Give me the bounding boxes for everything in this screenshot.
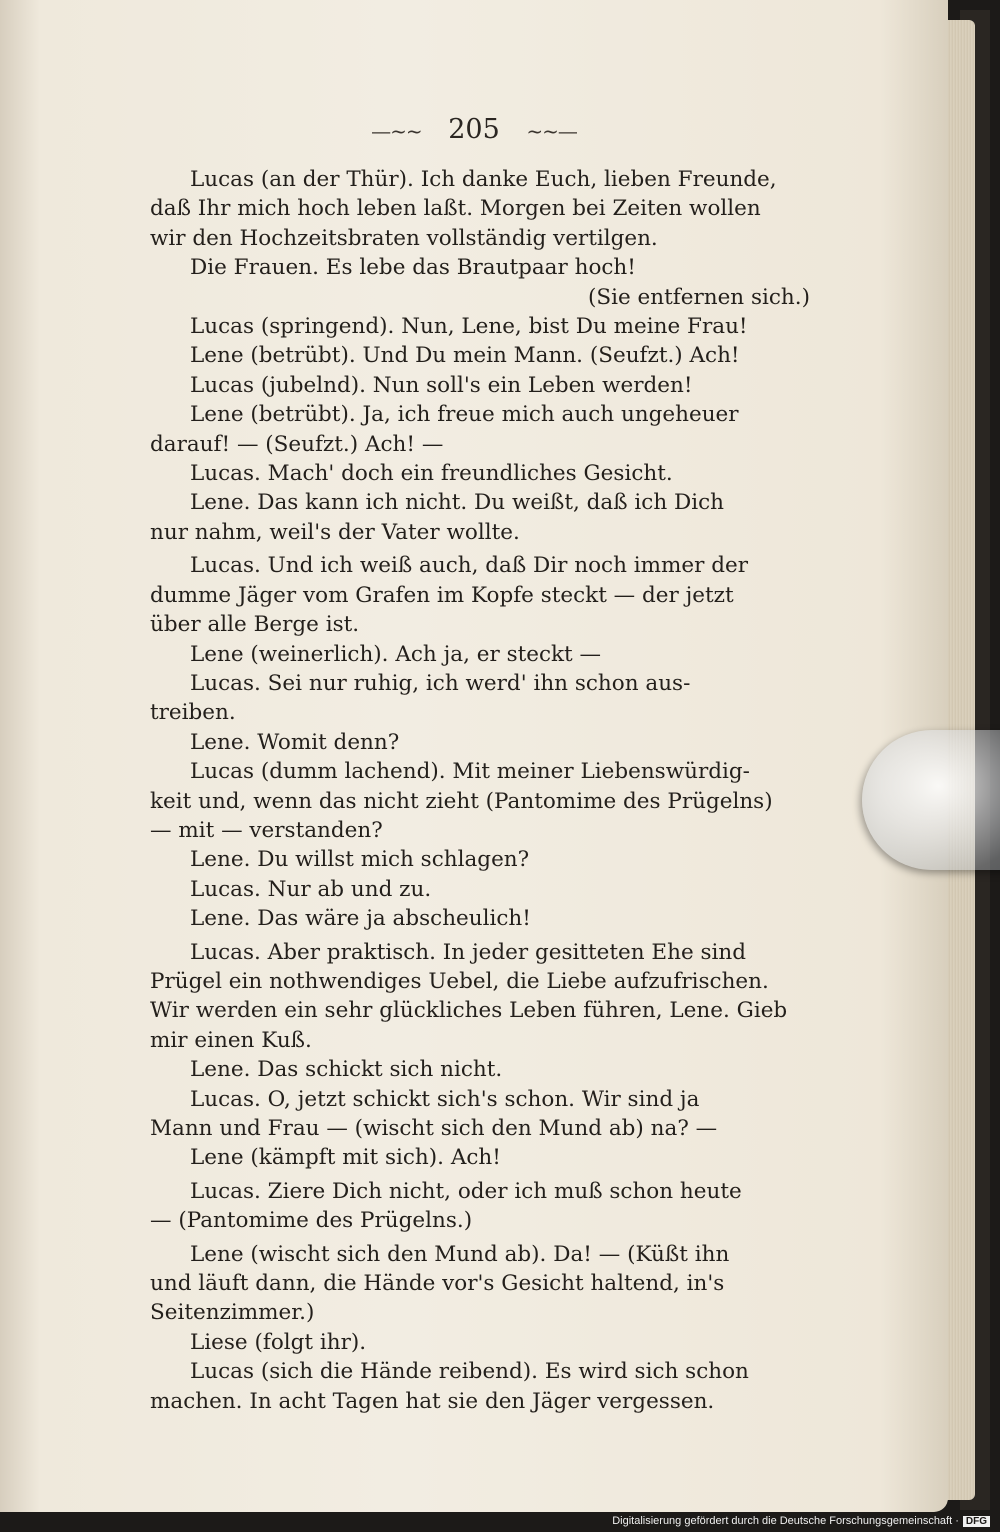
text-line: Lene. Womit denn?	[190, 729, 400, 755]
text-line: machen. In acht Tagen hat sie den Jäger vergessen.	[150, 1388, 715, 1414]
text-line: Lucas (an der Thür). Ich danke Euch, lieben Freunde,	[190, 167, 777, 192]
dfg-logo: DFG	[963, 1516, 990, 1527]
text-line: nur nahm, weil's der Vater wollte.	[150, 519, 520, 545]
text-line: über alle Berge ist.	[150, 612, 360, 638]
text-line: Lucas. Aber praktisch. In jeder gesitteten Ehe sind	[190, 939, 747, 965]
text-line: keit und, wenn das nicht zieht (Pantomime des Prügelns)	[150, 788, 773, 814]
text-line: Die Frauen. Es lebe das Brautpaar hoch!	[190, 255, 636, 281]
text-line: wir den Hochzeitsbraten vollständig vertilgen.	[150, 225, 658, 251]
page-header	[0, 114, 948, 145]
text-line: — (Pantomime des Prügelns.)	[150, 1208, 473, 1234]
text-line: Prügel ein nothwendiges Uebel, die Liebe aufzufrischen.	[150, 968, 769, 994]
funding-credit	[612, 1515, 990, 1527]
text-line: — mit — verstanden?	[150, 817, 383, 843]
page-number: 205	[448, 114, 500, 145]
text-line: Lene. Das schickt sich nicht.	[190, 1057, 503, 1083]
text-line: Lene (wischt sich den Mund ab). Da! — (Küßt ihn	[190, 1241, 730, 1267]
page-holder-clip	[862, 730, 1000, 870]
text-line: Lene (weinerlich). Ach ja, er steckt —	[190, 641, 602, 667]
page-text	[150, 165, 810, 1416]
text-line: Seitenzimmer.)	[150, 1300, 315, 1326]
text-line: Lucas. Sei nur ruhig, ich werd' ihn schon aus-	[190, 670, 691, 696]
text-line: Lene (betrübt). Ja, ich freue mich auch ungeheuer	[190, 402, 739, 428]
ornament-left: —~~	[371, 119, 422, 143]
text-line: treiben.	[150, 700, 236, 726]
text-line: Lucas. Und ich weiß auch, daß Dir noch immer der	[190, 553, 749, 579]
text-line: und läuft dann, die Hände vor's Gesicht haltend, in's	[150, 1271, 725, 1297]
text-line: Mann und Frau — (wischt sich den Mund ab) na? —	[150, 1116, 718, 1141]
text-line: Lucas (jubelnd). Nun soll's ein Leben werden!	[190, 372, 693, 398]
funding-text: Digitalisierung gefördert durch die Deutsche Forschungsgemeinschaft ·	[612, 1515, 959, 1527]
text-line: Lucas. Ziere Dich nicht, oder ich muß schon heute	[190, 1178, 742, 1204]
text-line: daß Ihr mich hoch leben laßt. Morgen bei Zeiten wollen	[150, 196, 761, 222]
text-line: mir einen Kuß.	[150, 1027, 312, 1053]
text-line: dumme Jäger vom Grafen im Kopfe steckt — der jetzt	[150, 582, 734, 608]
footer-bar	[0, 1512, 1000, 1532]
text-line: darauf! — (Seufzt.) Ach! —	[150, 431, 444, 457]
ornament-right: ~~—	[526, 119, 577, 143]
text-line: Lucas (springend). Nun, Lene, bist Du meine Frau!	[190, 314, 748, 340]
text-line: Lene. Das wäre ja abscheulich!	[190, 906, 531, 932]
text-line: Liese (folgt ihr).	[190, 1329, 367, 1355]
text-line: Lene (betrübt). Und Du mein Mann. (Seufzt.) Ach!	[190, 343, 740, 369]
text-line: Lucas. Nur ab und zu.	[190, 876, 432, 902]
text-line: Lucas (sich die Hände reibend). Es wird sich schon	[190, 1359, 749, 1385]
text-line: Lene. Du willst mich schlagen?	[190, 847, 530, 873]
text-line: Lene (kämpft mit sich). Ach!	[190, 1145, 501, 1171]
text-line: Lucas (dumm lachend). Mit meiner Liebenswürdig-	[190, 759, 750, 785]
text-line: Lucas. O, jetzt schickt sich's schon. Wir sind ja	[190, 1086, 700, 1112]
text-line: Wir werden ein sehr glückliches Leben führen, Lene. Gieb	[150, 998, 788, 1024]
text-line: Lucas. Mach' doch ein freundliches Gesicht.	[190, 461, 673, 487]
text-line: Lene. Das kann ich nicht. Du weißt, daß ich Dich	[190, 490, 725, 516]
stage-direction: (Sie entfernen sich.)	[588, 284, 810, 310]
